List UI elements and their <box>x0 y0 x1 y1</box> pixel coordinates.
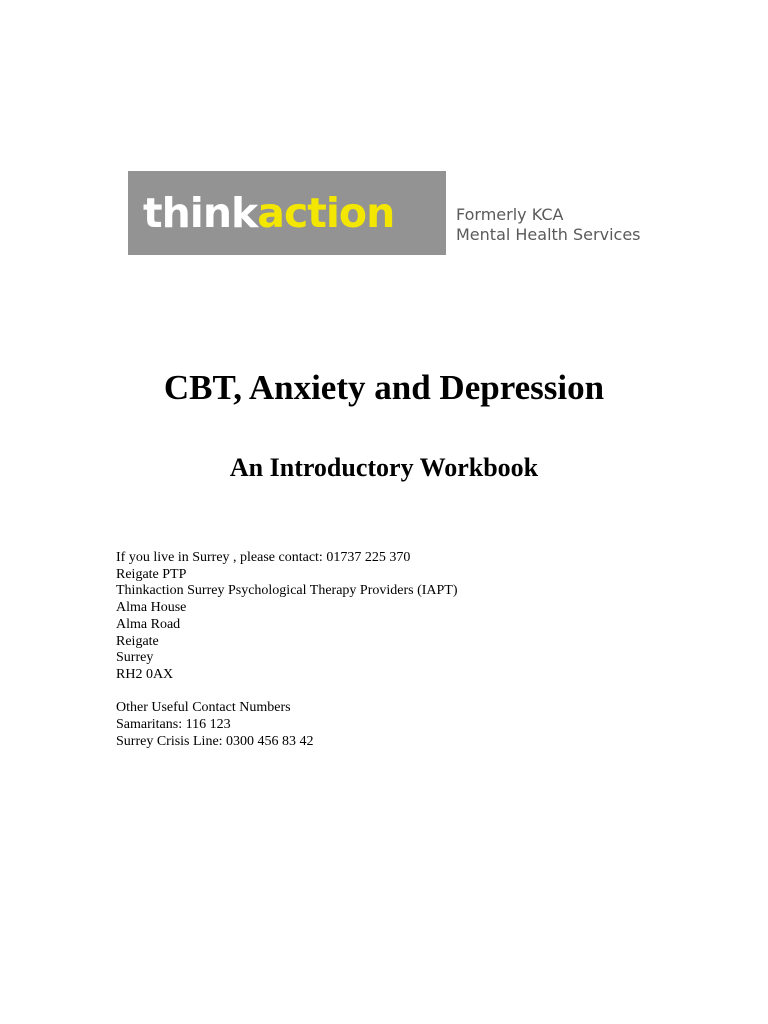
logo-think-text: think <box>143 189 258 237</box>
document-title: CBT, Anxiety and Depression <box>163 368 605 407</box>
contact-address-line: Alma House <box>116 600 187 616</box>
crisis-line-number: Surrey Crisis Line: 0300 456 83 42 <box>116 733 314 749</box>
logo-tagline <box>456 205 641 245</box>
contact-address-line: Alma Road <box>116 616 181 632</box>
samaritans-number: Samaritans: 116 123 <box>116 717 231 733</box>
contact-address-line: Reigate <box>116 633 159 649</box>
useful-numbers-heading: Other Useful Contact Numbers <box>116 700 291 716</box>
logo-action-text: action <box>257 189 395 237</box>
document-subtitle: An Introductory Workbook <box>229 453 539 482</box>
logo-wordmark <box>143 189 395 237</box>
logo-banner <box>128 171 446 255</box>
contact-intro: If you live in Surrey , please contact: 01737 225 370 <box>116 550 411 565</box>
contact-spacer <box>116 684 458 701</box>
contact-org-ptp: Reigate PTP <box>116 566 187 582</box>
contact-address-line: Surrey <box>116 650 154 666</box>
contact-block <box>116 550 458 750</box>
tagline-formerly: Formerly KCA <box>456 205 564 224</box>
tagline-services: Mental Health Services <box>456 225 641 244</box>
contact-org-iapt: Thinkaction Surrey Psychological Therapy Providers (IAPT) <box>116 583 458 599</box>
contact-postcode: RH2 0AX <box>116 666 174 682</box>
